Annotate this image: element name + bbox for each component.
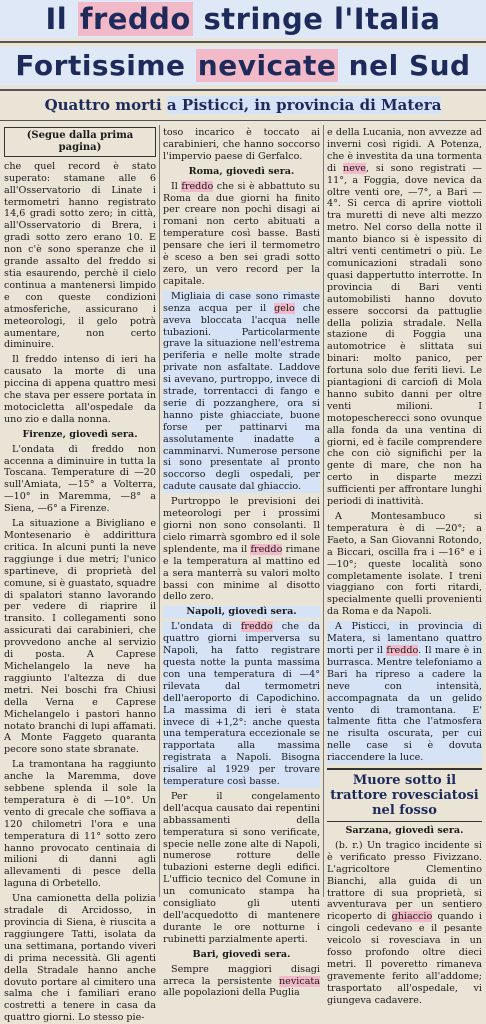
- article-column-3: [327, 127, 483, 1006]
- columns-top-rule: [0, 120, 486, 121]
- paragraph: La situazione a Bivigliano e Montesenario è addirittura critica. In alcuni punti la neve raggiunge i due metri; l'unico spartineve, di proprietà del comune, si è guastato, squadre di spalatori stanno lavorando per vedere di riaprire il transito. I collegamenti sono assicurati dai carabinieri, che provvedono anche al servizio di posta. A Caprese Michelangelo la neve ha raggiunto l'altezza di due metri. Nei boschi fra Chiusi della Verna e Caprese Michelangelo i pastori hanno notato branchi di lupi affamati. A Monte Faggeto quaranta pecore sono state sbranate.: [4, 518, 156, 756]
- headline-divider: [0, 41, 486, 43]
- highlighted-word: neve: [343, 162, 366, 174]
- paragraph: [163, 181, 320, 288]
- subheadline: [0, 95, 486, 115]
- headline-line1-pre: Il: [45, 2, 78, 36]
- paragraph: Il freddo intenso di ieri ha causato la morte di una piccina di appena quattro mesi che stava per essere portata in motocicletta all'ospedale da uno zio e dalla nonna.: [4, 354, 156, 425]
- text-run: alle popolazioni della Puglia: [163, 987, 300, 999]
- main-headline: [0, 0, 486, 38]
- dateline-roma: Roma, giovedì sera.: [188, 165, 295, 177]
- paragraph: [163, 621, 320, 788]
- text-run: Il: [171, 180, 182, 192]
- paragraph: A Montesambuco si temperatura è di —20°; a Faeto, a San Giovanni Rotondo, a Biccari, oscilla fra i —16° e i —10°; queste località sono completamente isolate. I treni viaggiano con forti ritardi, specialmente quelli provenienti da Roma e da Napoli.: [327, 511, 482, 618]
- headline-line1-post: stringe l'Italia: [192, 2, 441, 36]
- highlighted-word: freddo: [240, 621, 273, 633]
- highlighted-word: freddo: [250, 543, 283, 555]
- text-run: che aveva bloccata l'acqua nelle tubazioni. Particolarmente grave la situazione nell'estrema periferia e nelle molte strade private non asfaltate. Laddove si avevano, purtroppo, invece di strade, torrentacci di fango e serie di pozzanghere, ora si hanno piste ghiacciate, buone forse per pattinarvi ma assolutamente inadatte a camminarvi. Numerose persone si sono presentate al pronto soccorso degli ospedali, per cadute causate dal ghiaccio.: [163, 302, 320, 493]
- article-column-1: [4, 127, 156, 1024]
- paragraph: [163, 964, 320, 1000]
- secondary-headline: Muore sotto il trattore rovesciatosi nel fosso: [327, 768, 482, 822]
- paragraph: toso incarico è toccato ai carabinieri, che hanno soccorso l'impervio paese di Gerfalco.: [163, 127, 320, 162]
- highlighted-word: nevicata: [278, 975, 320, 987]
- text-run: L'ondata di: [171, 621, 241, 633]
- headline-keyword-nevicate: nevicate: [197, 49, 337, 82]
- continued-notice: (Segue dalla prima pagina): [4, 127, 156, 157]
- text-run: Migliaia di case sono rimaste senza acqua per il: [163, 290, 320, 314]
- text-run: rimane e la temperatura al mattino ed a sera manterrà su valori molto bassi con minime al disotto dello zero.: [163, 543, 320, 603]
- text-run: Purtroppo le previsioni dei meteorologi per i prossimi giorni non sono consolanti. Il cielo rimarrà sgombro ed il sole splendente, ma il: [163, 496, 320, 555]
- dateline-firenze: Firenze, giovedì sera.: [22, 428, 138, 440]
- subhead-divider: [0, 89, 486, 91]
- headline-keyword-freddo: freddo: [79, 2, 191, 36]
- text-run: Sempre maggiori disagi arreca la persistente: [163, 963, 320, 987]
- text-run: A Pisticci, in provincia di Matera, si lamentano quattro morti per il: [327, 621, 482, 656]
- dateline-bari: Bari, giovedì sera.: [192, 948, 291, 960]
- paragraph: Per il congelamento dell'acqua causato dai repentini abbassamenti della temperatura si sono verificate, specie nelle zone alte di Napoli, numerose rotture delle tubazioni esterne degli edifici. L'ufficio tecnico del Comune in un comunicato stampa ha consigliato gli utenti dell'acquedotto di mantenere durante le ore notturne i rubinetti parzialmente aperti.: [163, 790, 320, 945]
- paragraph: [163, 291, 320, 493]
- paragraph: [163, 496, 320, 603]
- text-run: e della Lucania, non avvezze ad inverni così rigidi. A Potenza, che è investita da una tormenta di: [327, 127, 482, 174]
- paragraph: L'ondata di freddo non accenna a diminuire in tutta la Toscana. Temperature di —20 sull'Amiata, —15° a Volterra, —10° in Maremma, —8° a Siena, —6° a Firenze.: [4, 443, 156, 515]
- highlighted-word: freddo: [386, 644, 419, 656]
- subhead-place: a Pisticci, in provincia di Matera: [166, 96, 442, 114]
- text-run: (b. r.) Un tragico incidente si è verificato presso Fivizzano. L'agricoltore Clementino Bianchi, alla guida di un trattore di sua proprietà, si avventurava per un sentiero ricoperto di: [327, 839, 482, 923]
- highlighted-word: ghiaccio: [391, 911, 433, 923]
- dateline-napoli: Napoli, giovedì sera.: [163, 606, 320, 618]
- article-column-2: [163, 127, 320, 999]
- highlighted-word: gelo: [274, 302, 295, 314]
- text-run: , si sono registrati —11°, a Foggia, dove nevica da oltre venti ore, —7°, a Bari —4°. Si cerca di aprire viottoli tra muretti di neve alti mezzo metro. Nel corso della notte il manto bianco si è ispessito di altri venti centimetri o più. Le comunicazioni stradali sono quasi dappertutto interrotte. In provincia di Bari venti automobilisti hanno dovuto essere soccorsi da pattuglie della polizia stradale. Nella stazione di Foggia una automotrice è slittata sui binari: molto panico, per fortuna solo due feriti lievi. Le piantagioni di carciofi di Mola hanno subito danni per oltre venti milioni. I motopescherecci sono ovunque alla fonda da una ventina di giorni, ed è facile comprendere che con ciò significhi per la gente di mare, che non ha certo in disparte mezzi sufficienti per affrontare lunghi periodi di inattività.: [327, 162, 483, 508]
- highlighted-word: freddo: [181, 180, 214, 192]
- headline-line2-pre: Fortissime: [15, 49, 196, 82]
- second-headline: [0, 47, 486, 85]
- paragraph: [327, 127, 482, 508]
- subhead-pre: Quattro morti: [44, 96, 167, 114]
- column-divider-2: [323, 125, 324, 897]
- text-run: che da quattro giorni imperversa su Napoli, ha fatto registrare questa notte la punta massima con una temperatura di —4° rilevata dal termometri dell'aeroporto di Capodichino. La massima di ieri è stata invece di +1,2°: anche questa una temperatura eccezionale se rapportata alla massima registrata a Napoli. Bisogna risalire al 1929 per trovare temperature così basse.: [163, 621, 320, 788]
- dateline-sarzana: Sarzana, giovedì sera.: [345, 825, 464, 837]
- text-run: . Il mare è in burrasca. Mentre telefoniamo a Bari ha ripreso a cadere la neve con intensità, accompagnata da un gelido vento di tramontana. E' talmente fitta che l'atmosfera ne risulta oscurata, per cui nelle case si è dovuta riaccendere la luce.: [327, 644, 482, 764]
- text-run: quando i cingoli cedevano e il pesante veicolo si rovesciava in un fosso profondo oltre dieci metri. Il poveretto rimaneva gravemente ferito all'addome; trasportato all'ospedale, vi giungeva cadavere.: [327, 911, 482, 1006]
- text-run: che si è abbattuto su Roma da due giorni ha finito per creare non pochi disagi ai romani non certo abituati a temperature così basse. Basti pensare che ieri il termometro è sceso a ben sei gradi sotto zero, un vero record per la capitale.: [163, 180, 320, 287]
- paragraph: [327, 840, 482, 1007]
- paragraph: La tramontana ha raggiunto anche la Maremma, dove sebbene splenda il sole la temperatura è di —10°. Un vento di grecale che soffiava a 120 chilometri l'ora e una temperatura di 11° sotto zero hanno provocato centinaia di milioni di danni agli allevamenti di pesce della laguna di Orbetello.: [4, 759, 156, 890]
- paragraph: Una camionetta della polizia stradale di Arcidosso, in provincia di Siena, è riuscita a raggiungere Tatti, isolata da una settimana, portando viveri di prima necessità. Gli agenti della Stradale hanno anche dovuto portare al cimitero una salma che i familiari erano costretti a tenere in casa da quattro giorni. Lo stesso pie-: [4, 893, 156, 1024]
- paragraph: [327, 621, 482, 764]
- paragraph: che quel record è stato superato: stamane alle 6 all'Osservatorio di Linate i termometri hanno registrato 14,6 gradi sotto zero; in città, all'Osservatorio di Brera, i gradi sotto zero erano 10. E non c'è sono speranze che il grande assalto del freddo si stia esaurendo, perchè il cielo continua a mantenersi limpido e con queste condizioni atmosferiche, assicurano i meteorologi, il gelo potrà aumentare, non certo diminuire.: [4, 160, 156, 351]
- headline-line2-post: nel Sud: [338, 49, 471, 82]
- column-divider-1: [159, 125, 160, 897]
